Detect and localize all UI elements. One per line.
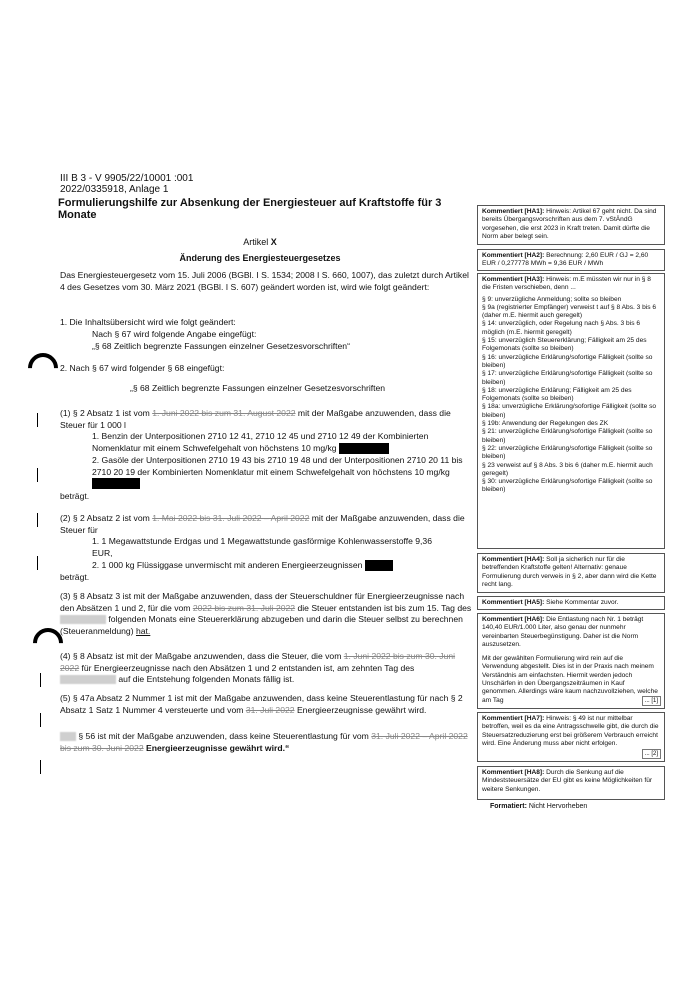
ha3-item: § 18a: unverzügliche Erklärung/sofortige Fälligkeit (sollte so bleiben) <box>482 403 657 419</box>
item-2: 2. Nach § 67 wird folgender § 68 eingefügt: <box>60 363 225 373</box>
ha3-item: § 9: unverzügliche Anmeldung; sollte so bleiben <box>482 295 622 303</box>
comment-ha6[interactable]: Kommentiert [HA6]: Die Entlastung nach Nr. 1 beträgt 140,40 EUR/1.000 Liter, also genau der nunmehr vereinbarten Steuerbegünstigung. Daher ist die Norm auszusetzen. Mit der gewählten Formulierung wird rein auf die Verwendung abgestellt. Dies ist in der Praxis nach meinem Verständnis am einfachsten. Hiermit werden jedoch Unschärfen in den Übergangszeiträumen in Kauf genommen. Allerdings wäre kaum nachzuvollziehen, welche am Tag ... [1] <box>477 613 665 709</box>
redaction <box>60 615 106 624</box>
intro-paragraph: Das Energiesteuergesetz vom 15. Juli 2006 (BGBl. I S. 1534; 2008 I S. 660, 1007), das zuletzt durch Artikel 4 des Gesetzes vom 30. März 2021 (BGBl. I S. 607) geändert worden ist, wird wie folgt geändert: <box>60 270 469 292</box>
margin-line <box>37 468 38 482</box>
ha3-item: § 19b: Anwendung der Regelungen des ZK <box>482 420 609 428</box>
item-1: 1. Die Inhaltsübersicht wird wie folgt geändert: <box>60 317 236 327</box>
comment-ha5[interactable]: Kommentiert [HA5]: Siehe Kommentar zuvor. <box>477 596 665 610</box>
redaction <box>60 732 76 741</box>
paragraph-5: (5) § 47a Absatz 2 Nummer 1 ist mit der Maßgabe anzuwenden, dass keine Steuerentlastung für nach § 2 Absatz 1 Satz 1 Nummer 4 versteuerte und vom 31. Juli 2022 Energieerzeugnisse gewährt wird. <box>60 693 463 715</box>
ha3-item: § 18: unverzügliche Erklärung; Fälligkeit am 25 des Folgemonats (sollte so bleiben) <box>482 386 632 403</box>
comment-ha8[interactable]: Kommentiert [HA8]: Durch die Senkung auf die Mindeststeuersätze der EU gibt es keine Möglichkeiten für weitere Senkungen. <box>477 766 665 800</box>
redaction <box>365 560 393 571</box>
paragraph-2: (2) § 2 Absatz 2 ist vom 1. Mai 2022 bis 31. Juli 2022 – April 2022 mit der Maßgabe anzuwenden, dass die Steuer für <box>60 513 465 535</box>
comment-ha1[interactable]: Kommentiert [HA1]: Hinweis: Artikel 67 geht nicht. Da sind bereits Übergangsvorschriften aus dem 7. vStÄndG vorgesehen, die erst 2023 in Kraft treten. Damit dürfte die Norm aber belegt sein. <box>477 205 665 245</box>
margin-line <box>40 673 41 687</box>
format-note: Formatiert: Nicht Hervorheben <box>490 803 588 810</box>
ha3-item: § 22: unverzügliche Erklärung/sofortige Fälligkeit (sollte so bleiben) <box>482 444 653 461</box>
item-1-sub: Nach § 67 wird folgende Angabe eingefügt: <box>92 329 257 339</box>
ha3-item: § 17: unverzügliche Erklärung/sofortige Fälligkeit (sollte so bleiben) <box>482 370 653 386</box>
ha3-item: § 15: unverzüglich Steuererklärung; Fälligkeit am 25 des Folgemonats (sollte so bleiben) <box>482 337 647 353</box>
comment-ha7[interactable]: Kommentiert [HA7]: Hinweis: § 49 ist nur mittelbar betroffen, weil es da eine Antragsschwelle gibt, die durch die Steuersatzreduzierung erst bei größerem Verbrauch erreicht wird. Eine Änderung muss aber nicht erfolgen. ... [2] <box>477 712 665 762</box>
paragraph-1: (1) § 2 Absatz 1 ist vom 1. Juni 2022 bis zum 31. August 2022 mit der Maßgabe anzuwenden, dass die Steuer für 1 000 l <box>60 408 451 430</box>
comment-ha2[interactable]: Kommentiert [HA2]: Berechnung: 2,60 EUR / GJ = 2,60 EUR / 0,277778 MWh = 9,36 EUR / MWh <box>477 249 665 271</box>
deleted-date: 1. Mai 2022 bis 31. Juli 2022 – April 2022 <box>152 513 310 523</box>
ha3-item: § 14: unverzüglich, oder Regelung nach § Abs. 3 bis 6 möglich (m.E. hiermit geregelt) <box>482 320 640 336</box>
paragraph-1-item-1: 1. Benzin der Unterpositionen 2710 12 41, 2710 12 45 und 2710 12 49 der Kombinierten Nomenklatur mit einem Schwefelgehalt von höchstens 10 mg/kg <box>92 431 429 453</box>
redaction <box>60 675 116 684</box>
doc-reference: III B 3 - V 9905/22/10001 :001 <box>60 173 194 184</box>
redaction <box>92 478 140 489</box>
ha3-item: § 9a (registrierter Empfänger) verweist t auf § 8 Abs. 3 bis 6 (daher m.E. hiermit auch geregelt) <box>482 303 657 320</box>
ha3-item: § 21: unverzügliche Erklärung/sofortige Fälligkeit (sollte so bleiben) <box>482 428 653 444</box>
margin-line <box>40 760 41 774</box>
paragraph-1-end: beträgt. <box>60 491 90 501</box>
article-subtitle: Änderung des Energiesteuergesetzes <box>179 253 341 263</box>
margin-line <box>37 413 38 427</box>
ha3-item: § 30: unverzügliche Erklärung/sofortige Fälligkeit (sollte so bleiben) <box>482 478 653 494</box>
margin-mark <box>22 347 64 389</box>
paragraph-2-item-2: 2. 1 000 kg Flüssiggase unvermischt mit anderen Energieerzeugnissen <box>92 560 472 572</box>
margin-line <box>37 513 38 527</box>
artikel-heading: Artikel X <box>243 237 277 247</box>
page-title: Formulierungshilfe zur Absenkung der Energiesteuer auf Kraftstoffe für 3 Monate <box>58 197 442 221</box>
item-1-quote: „§ 68 Zeitlich begrenzte Fassungen einzelner Gesetzesvorschriften“ <box>92 341 350 351</box>
paragraph-2-item-1: 1. 1 Megawattstunde Erdgas und 1 Megawattstunde gasförmige Kohlenwasserstoffe 9,36 EUR, <box>92 536 432 558</box>
deleted-date: 1. Juni 2022 bis zum 31. August 2022 <box>152 408 296 418</box>
paragraph-3: (3) § 8 Absatz 3 ist mit der Maßgabe anzuwenden, dass der Steuerschuldner für Energieerzeugnisse nach den Absätzen 1 und 2, für die vom 2022 bis zum 31. Juli 2022 die Steuer entstanden ist bis zum 15. Tag des folgenden Monats eine Steuererklärung abzugeben und darin die Steuer selbst zu berechnen (Steueranmeldung) hat. <box>60 591 472 636</box>
paragraph-4: (4) § 8 Absatz ist mit der Maßgabe anzuwenden, dass die Steuer, die vom 1. Juni 2022 bis zum 30. Juni 2022 für Energieerzeugnisse nach den Absätzen 1 und 2 entstanden ist, am zehnten Tag des auf die Entstehung folgenden Monats fällig ist. <box>60 651 456 684</box>
ha3-item: § 16: unverzügliche Erklärung/sofortige Fälligkeit (sollte so bleiben) <box>482 353 653 369</box>
expand-comment-button[interactable]: ... [1] <box>642 696 661 706</box>
paragraph-1-item-2: 2. Gasöle der Unterpositionen 2710 19 43 bis 2710 19 48 und der Unterpositionen 2710 20 11 bis 2710 20 19 der Kombinierten Nomenklatur mit einem Schwefelgehalt von höchstens 10 mg/kg <box>92 455 472 490</box>
margin-line <box>40 713 41 727</box>
expand-comment-button[interactable]: ... [2] <box>642 749 661 759</box>
redaction <box>339 443 389 454</box>
comment-ha3[interactable]: Kommentiert [HA3]: Hinweis: m.E müssten wir nur in § 8 die Fristen verschieben, denn ... § 9: unverzügliche Anmeldung; sollte so bleiben § 9a (registrierter Empfänger) verweist t auf § 8 Abs. 3 bis 6 (daher m.E. hiermit auch geregelt) § 14: unverzüglich, oder Regelung nach § Abs. 3 bis 6 möglich (m.E. hiermit geregelt) § 15: unverzüglich Steuererklärung; Fälligkeit am 25 des Folgemonats (sollte so bleiben) § 16: unverzügliche Erklärung/sofortige Fälligkeit (sollte so bleiben) § 17: unverzügliche Erklärung/sofortige Fälligkeit (sollte so bleiben) § 18: unverzügliche Erklärung; Fälligkeit am 25 des Folgemonats (sollte so bleiben) § 18a: unverzügliche Erklärung/sofortige Fälligkeit (sollte so bleiben) § 19b: Anwendung der Regelungen des ZK § 21: unverzügliche Erklärung/sofortige Fälligkeit (sollte so bleiben) § 22: unverzügliche Erklärung/sofortige Fälligkeit (sollte so bleiben) § 23 verweist auf § 8 Abs. 3 bis 6 (daher m.E. hiermit auch geregelt) § 30: unverzügliche Erklärung/sofortige Fälligkeit (sollte so bleiben) <box>477 273 665 549</box>
item-2-heading: „§ 68 Zeitlich begrenzte Fassungen einzelner Gesetzesvorschriften <box>130 383 386 393</box>
paragraph-2-end: beträgt. <box>60 572 90 582</box>
doc-attachment: 2022/0335918, Anlage 1 <box>60 184 169 195</box>
comment-ha4[interactable]: Kommentiert [HA4]: Soll ja sicherlich nur für die betreffenden Kraftstoffe gelten! Alternativ: genaue Formulierung durch verweis in § 2, aber dann wird die Kette recht lang. <box>477 553 665 593</box>
margin-line <box>37 556 38 570</box>
ha3-item: § 23 verweist auf § 8 Abs. 3 bis 6 (daher m.E. hiermit auch geregelt) <box>482 461 653 477</box>
paragraph-6: § 56 ist mit der Maßgabe anzuwenden, dass keine Steuerentlastung für vom 31. Juli 2022 – April 2022 bis zum 30. Juni 2022 Energieerzeugnisse gewährt wird.“ <box>60 731 468 753</box>
